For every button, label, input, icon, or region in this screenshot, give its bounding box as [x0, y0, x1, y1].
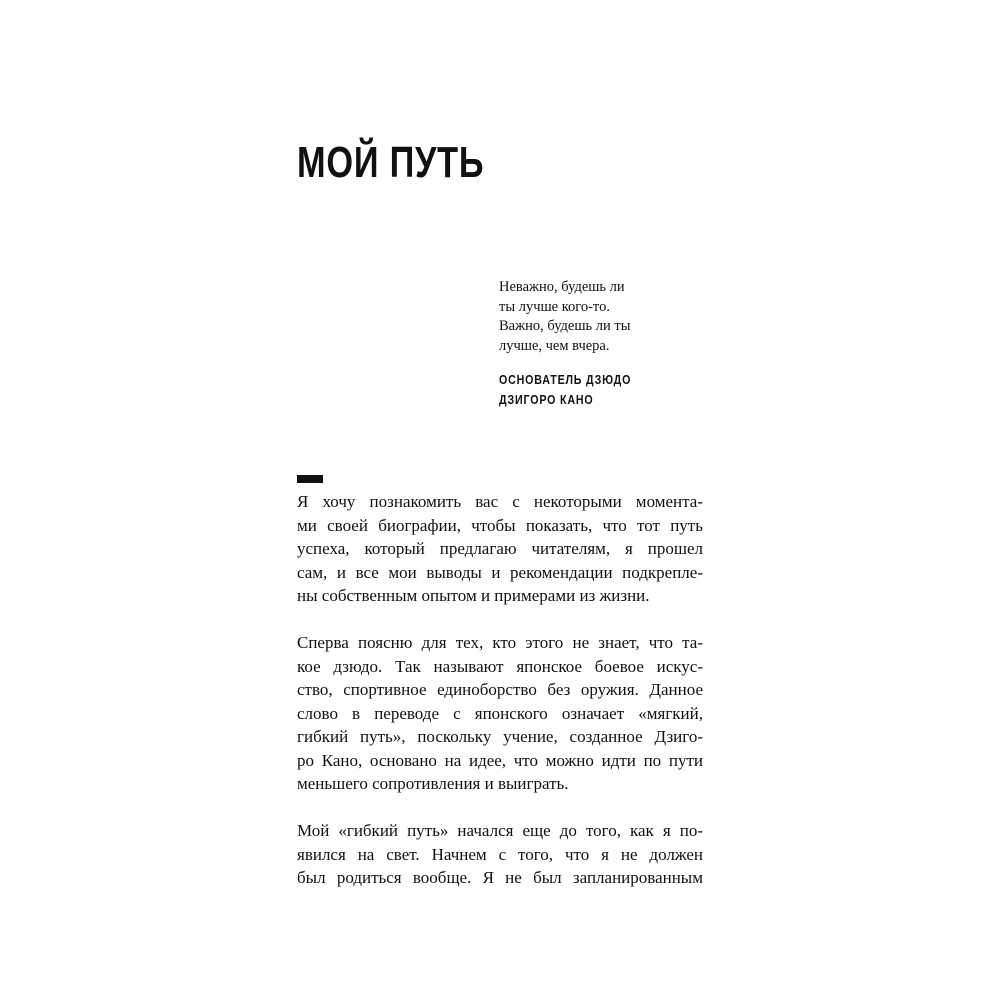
epigraph-line: Важно, будешь ли ты: [499, 318, 631, 334]
text-line: явился на свет. Начнем с того, что я не должен: [297, 844, 703, 864]
chapter-title: МОЙ ПУТЬ: [297, 138, 485, 187]
epigraph-quote: [499, 278, 719, 356]
text-line: успеха, который предлагаю читателям, я прошел: [297, 539, 703, 558]
epigraph-author: [499, 370, 719, 410]
text-line: слово в переводе с японского означает «мягкий,: [297, 703, 703, 723]
text-line: кое дзюдо. Так называют японское боевое искус-: [297, 656, 703, 676]
paragraph: [297, 631, 703, 796]
text-line: ство, спортивное единоборство без оружия. Данное: [297, 680, 703, 699]
text-line: Я хочу познакомить вас с некоторыми момента-: [297, 492, 703, 511]
text-line: был родиться вообще. Я не был запланированным: [297, 868, 703, 887]
text-line: ны собственным опытом и примерами из жизни.: [297, 586, 650, 605]
body-text: [297, 490, 703, 913]
text-line: меньшего сопротивления и выиграть.: [297, 774, 569, 793]
epigraph-line: лучше, чем вчера.: [499, 337, 610, 354]
section-marker: [297, 475, 323, 483]
text-line: ро Кано, основано на идее, что можно идти по пути: [297, 750, 703, 770]
epigraph-line: Неважно, будешь ли: [499, 279, 625, 295]
text-line: сам, и все мои выводы и рекомендации подкрепле-: [297, 562, 703, 582]
epigraph-author-line: ОСНОВАТЕЛЬ ДЗЮДО: [499, 372, 632, 387]
text-line: гибкий путь», поскольку учение, созданное Дзиго-: [297, 727, 703, 746]
paragraph: [297, 819, 703, 890]
text-line: Мой «гибкий путь» начался еще до того, как я по-: [297, 821, 703, 840]
text-line: Сперва поясню для тех, кто этого не знает, что та-: [297, 633, 703, 652]
paragraph: [297, 490, 703, 608]
text-line: ми своей биографии, чтобы показать, что тот путь: [297, 515, 703, 535]
epigraph-line: ты лучше кого-то.: [499, 298, 610, 315]
epigraph: [499, 278, 719, 410]
epigraph-author-line: ДЗИГОРО КАНО: [499, 392, 594, 407]
